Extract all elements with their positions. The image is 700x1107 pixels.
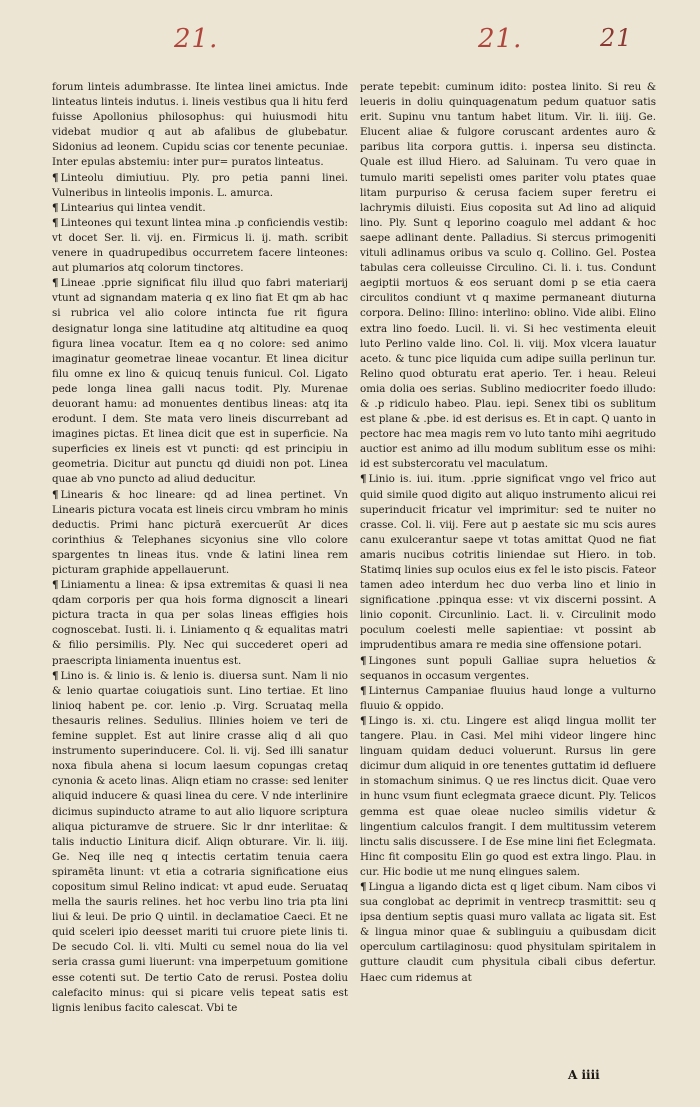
folio-mark-center: 21. xyxy=(478,24,523,54)
paragraph-mark: ¶ xyxy=(360,714,367,727)
entry-text: Linio is. iui. itum. .pprie significat vngo vel frico aut quid simile quod digito aut aliquo instrumento alicui rei superinducit fricatur vel imprimitur: sed te nuiter no crasse. Col. li. viij. Fere aut p aestate sic mu scis aures canu exulcerantur saepe vt totas amittat Quod ne fiat amaris nucibus cotritis liniendae sut Hiero. in tob. Statimq linies sup oculos eius ex fel le isto piscis. Fateor tamen adeo interdum hec duo verba lino et linio in significatione .ppinqua esse: vt vix discerni possint. A linio coponit. Circunlinio. Lact. li. v. Circulinit modo poculum coelesti melle sapientiae: vt possint ab imprudentibus amara re media sine offensione potari. xyxy=(360,473,656,652)
paragraph-mark: ¶ xyxy=(52,171,59,184)
paragraph-mark: ¶ xyxy=(360,880,367,893)
entry-linea xyxy=(52,276,348,487)
entry-lintearius xyxy=(52,201,348,216)
entry-lingua xyxy=(360,880,656,986)
entry-text: Lintearius qui lintea vendit. xyxy=(60,201,206,214)
paragraph-mark: ¶ xyxy=(52,669,59,682)
entry-linternus xyxy=(360,684,656,714)
paragraph-mark: ¶ xyxy=(52,277,59,290)
entry-text: Lino is. & linio is. & lenio is. diuersa sunt. Nam li nio & lenio quartae coiugatiois sunt. Lino tertiae. Et lino linioq habent pe. cor. lenio .p. Virg. Scruataq mella thesauris relines. Sedulius. Illinies hoiem ve teri de femine supplet. Est aut linire crasse aliq d ali quo instrumento superinducere. Col. li. vij. Sed illi sanatur noxa fibula ahena si locum laesum copungas cretaq cynonia & aceto linas. Aliqn etiam no crasse: sed leniter aliquid inducere & quasi linea du cere. V nde interlinire dicimus supinducto atrame to aut alio liquore scriptura aliqua picturamve de struere. Sic lr dnr interlitae: & talis inductio Linitura dicif. Aliqn obturare. Vir. li. iiij. Ge. Neq ille neq q intectis certatim tenuia caera spiramēta linunt: vt etia a cotraria significatione eius copositum simul Relino indicat: vt apud eude. Seruataq mella the sauris relines. het hoc verbu lino tria pta lini liui & leui. De prio Q uintil. in declamatioe Caeci. Et ne quid sceleri ipio deesset mariti tui cruore piete linis ti. De secudo Col. li. vlti. Multi cu semel noua do lia vel seria crassa gumi liuerunt: vna imperpetuum gomitione esse cotenti sut. De tertio Cato de rerusi. Postea doliu calefacito minus: qui si picare velis tepeat satis est lignis lenibus facito calescat. Vbi te xyxy=(52,669,348,1014)
folio-mark-right: 21 xyxy=(600,24,633,52)
entry-text: Lineae .pprie significat filu illud quo fabri materiarij vtunt ad signandam materia q ex lino fiat Et qm ab hac si rubrica vel alio colore intincta fue rit figura designatur longa sine latitudine atq altitudine ea quoq figura linea vocatur. Item ea q no colore: sed animo imaginatur geometrae lineae vocantur. Et linea dicitur filu omne ex lino & quicuq tenuis funicul. Col. Ligato pede longa linea galli nacus todit. Ply. Murenae deuorant hamu: ad monuentes dentibus lineas: atq ita erodunt. I dem. Ste mata vero lineis discurrebant ad imagines pictas. Et linea dicit que est in superficie. Na superficies ex lineis est vt puncti: qd est principiu in geometria. Dicitur aut punctu qd diuidi non pot. Linea quae ab vno puncto ad aliud deducitur. xyxy=(52,277,348,486)
entry-text: Linearis & hoc lineare: qd ad linea pertinet. Vn Linearis pictura vocata est lineis circu vmbram ho minis deductis. Primi hanc picturā exercuerūt Ar dices corinthius & Telephanes sicyonius sine vllo colore spargentes tn lineas itus. vnde & latini linea rem picturam graphide appellauerunt. xyxy=(52,488,348,576)
paragraph-mark: ¶ xyxy=(52,201,59,214)
paragraph-mark: ¶ xyxy=(360,684,367,697)
paragraph-mark: ¶ xyxy=(52,488,59,501)
entry-text: Lingua a ligando dicta est q liget cibum. Nam cibos vi sua conglobat ac deprimit in ventrecp trasmittit: seu q ipsa dentium septis quasi muro vallata ac ligata sit. Est & lingua minor quae & sublinguiu a quibusdam dicit operculum cartilaginosu: quod physitulam spiritalem in gutture claudit cum physitula cibali cibus defertur. Haec cum ridemus at xyxy=(360,880,656,984)
entry-text: Liniamentu a linea: & ipsa extremitas & quasi li nea qdam corporis per qua hois forma dignoscit a lineari pictura tracta in qua per solas lineas effigies hois cognoscebat. Iusti. li. i. Liniamento q & equalitas matri & filio persimilis. Ply. Nec qui succederet operi ad praescripta liniamenta inuentus est. xyxy=(52,579,348,667)
entry-linteones xyxy=(52,216,348,276)
entry-lingo xyxy=(360,714,656,880)
entry-liniamentum xyxy=(52,578,348,669)
paragraph-mark: ¶ xyxy=(360,473,367,486)
entry-text: Linteones qui texunt lintea mina .p conficiendis vestib: vt docet Ser. li. vij. en. Firmicus li. ij. math. scribit venere in quadrupedibus occurretem facere linteones: aut plumarios atq colorum tinctores. xyxy=(52,216,348,275)
entry-continuation: perate tepebit: cuminum idito: postea linito. Si reu & leueris in doliu quinquagenatum pedum quatuor satis erit. Supinu vnu tantum habet litum. Vir. li. iiij. Ge. Elucent aliae & fulgore coruscant ardentes auro & paribus lita corpora guttis. i. inpersa seu distincta. Quale est illud Hiero. ad Saluinam. Tu vero quae in tumulo mariti sepelisti omes pariter volu ptates quae litam purpuriso & cerusa faciem super feretru ei lachrymis diluisti. Eius coposita sut Ad lino ad aliquid lino. Ply. Sunt q leporino coagulo mel addant & hoc saepe adlinant dente. Palladius. Si stercus primogeniti vituli adlinamus oribus va sculo q. Collino. Gel. Postea tabulas cera colleuisse Circulino. Ci. li. i. tus. Condunt aegiptii mortuos & eos seruant domi p se etia caera circulitos condiunt vt q maxime permaneant diuturna corpora. Delino: Illino: interlino: oblino. Vide alibi. Elino extra lino foedo. Lucil. li. vi. Si hec vestimenta eleuit luto Perlino valde lino. Col. li. viij. Mox vlcera lauatur aceto. & tunc pice liquida cum adipe suilla perlinun tur. Relino quod obturatu erat aperio. Ter. i heau. Releui omia dolia oes serias. Sublino mediocriter foedo illudo: & .p ridiculo habeo. Plau. iepi. Senex tibi os sublitum est plane & .pbe. id est derisus es. Et in capt. Q uanto in pectore hac mea magis rem vo luto tanto mihi aegritudo auctior est animo ad illu modum sublitum esse os mihi: id est substercoratu vel maculatum. xyxy=(360,81,656,471)
entry-lingones xyxy=(360,654,656,684)
left-column xyxy=(52,80,348,1016)
signature-mark: A iiii xyxy=(568,1068,600,1082)
right-column xyxy=(360,80,656,986)
entry-linteolum xyxy=(52,171,348,201)
folio-mark-left: 21. xyxy=(174,24,219,54)
entry-text: Lingo is. xi. ctu. Lingere est aliqd lingua mollit ter tangere. Plau. in Casi. Mel mihi videor lingere hinc linguam quidam deduci voluerunt. Rursus lin gere dicimur dum aliquid in ore tenentes guttatim id defluere in stomachum sinimus. Q ue res linctus dicit. Quae vero in hunc vsum fiunt eclegmata graece dicunt. Ply. Telicos gemma est quae oleae nucleo similis videtur & lingentium calculos frangit. I dem multitussim veterem linctu salis discussere. I de Ese mine lini fiet Eclegmata. Hinc fit compositu Elin go quod est extra lingo. Plau. in cur. Hic bodie ut me nunq elingues salem. xyxy=(360,714,656,878)
entry-text: Lingones sunt populi Galliae supra heluetios & sequanos in occasum vergentes. xyxy=(360,654,656,682)
paragraph-mark: ¶ xyxy=(52,579,59,592)
entry-linteis: forum linteis adumbrasse. Ite lintea linei amictus. Inde linteatus linteis indutus. i. lineis vestibus qua li hitu ferd fuisse Apollonius philosophus: qui huiusmodi hitu videbat mudior q aut ab afalibus de glubebatur. Sidonius ad leonem. Cupidu scias cor tenente pecuniae. Inter epulas abstemiu: inter pur= puratos linteatus. xyxy=(52,81,348,169)
paragraph-mark: ¶ xyxy=(360,654,367,667)
entry-text: Linteolu dimiutiuu. Ply. pro petia panni linei. Vulneribus in linteolis imponis. L. amurca. xyxy=(52,171,348,199)
entry-linearis xyxy=(52,488,348,579)
entry-linio xyxy=(360,472,656,653)
entry-lino xyxy=(52,669,348,1016)
entry-text: Linternus Campaniae fluuius haud longe a vulturno fluuio & oppido. xyxy=(360,684,656,712)
paragraph-mark: ¶ xyxy=(52,216,59,229)
